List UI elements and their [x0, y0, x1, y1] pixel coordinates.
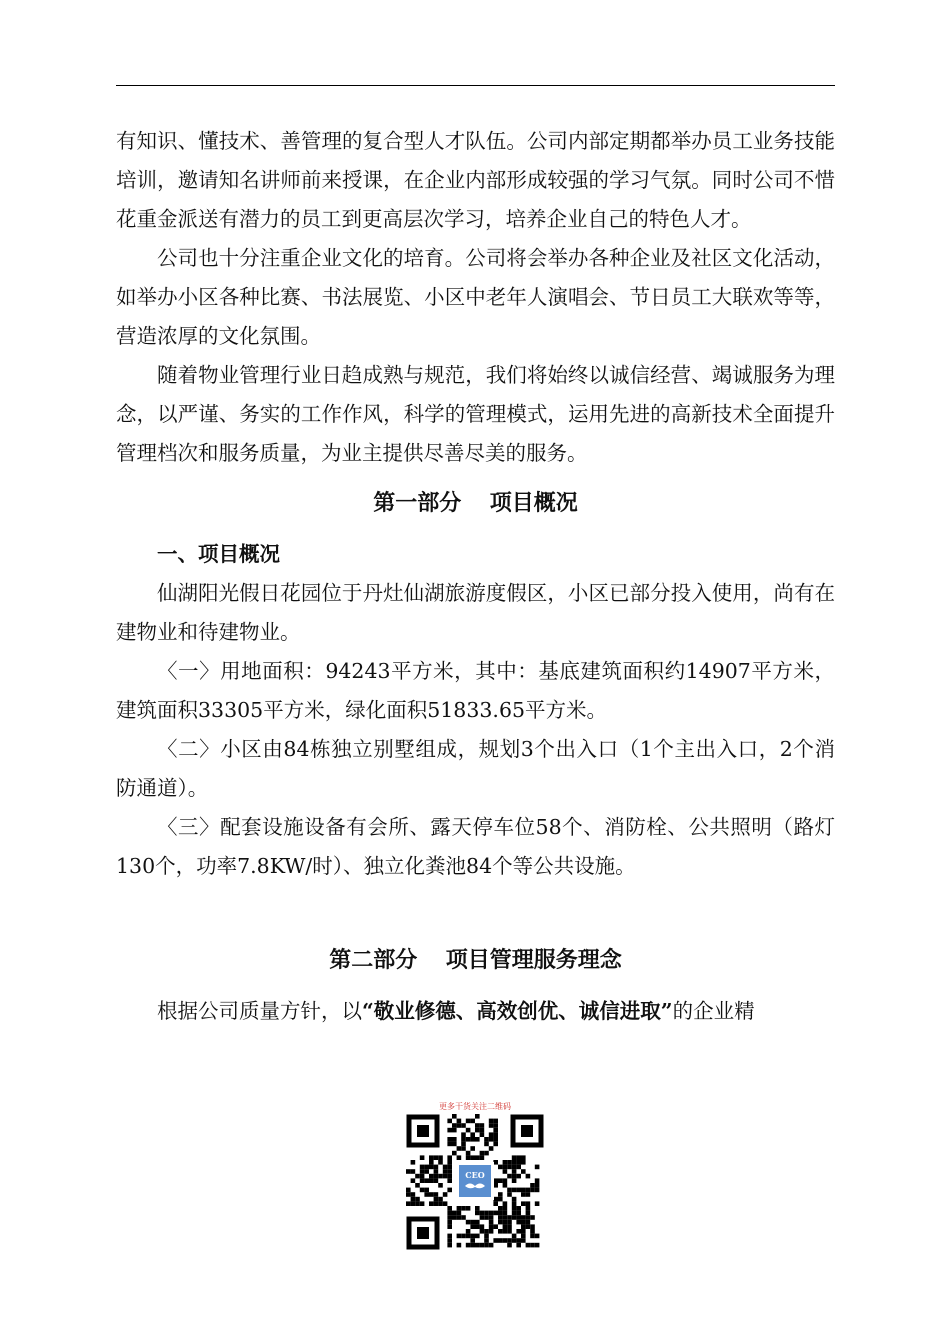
part2-lead: 根据公司质量方针，以: [157, 999, 362, 1023]
project-item-1: 〈一〉用地面积：94243平方米，其中：基底建筑面积约14907平方米，建筑面积33305平方米，绿化面积51833.65平方米。: [116, 659, 835, 722]
part2-heading: [116, 940, 835, 980]
part2-label: 第二部分: [329, 947, 418, 973]
part1-title: 项目概况: [489, 490, 578, 516]
paragraph-philosophy: 随着物业管理行业日趋成熟与规范，我们将始终以诚信经营、竭诚服务为理念，以严谨、务实的工作作风，科学的管理模式，运用先进的高新技术全面提升管理档次和服务质量，为业主提供尽善尽美的服务。: [116, 363, 835, 465]
qr-code-icon: [404, 1112, 546, 1252]
section-heading: 一、项目概况: [157, 542, 280, 566]
project-item-2: 〈二〉小区由84栋独立别墅组成，规划3个出入口（1个主出入口，2个消防通道）。: [116, 737, 835, 800]
part2-quote: “敬业修德、高效创优、诚信进取”: [362, 999, 673, 1023]
qr-logo-text: CEO: [465, 1170, 485, 1180]
project-item-3: 〈三〉配套设施设备有会所、露天停车位58个、消防栓、公共照明（路灯130个，功率7.8KW/时）、独立化粪池84个等公共设施。: [116, 815, 835, 878]
paragraph-talent: 有知识、懂技术、善管理的复合型人才队伍。公司内部定期都举办员工业务技能培训，邀请知名讲师前来授课，在企业内部形成较强的学习气氛。同时公司不惜花重金派送有潜力的员工到更高层次学习，培养企业自己的特色人才。: [116, 129, 835, 231]
document-body: [116, 122, 835, 1031]
part1-heading: [116, 483, 835, 523]
part1-label: 第一部分: [373, 490, 462, 516]
project-intro: 仙湖阳光假日花园位于丹灶仙湖旅游度假区，小区已部分投入使用，尚有在建物业和待建物业。: [116, 581, 835, 644]
header-rule: [116, 85, 835, 86]
part2-title: 项目管理服务理念: [445, 947, 622, 973]
part2-paragraph: [116, 992, 835, 1031]
qr-code-block: [402, 1102, 548, 1252]
paragraph-culture: 公司也十分注重企业文化的培育。公司将会举办各种企业及社区文化活动，如举办小区各种比赛、书法展览、小区中老年人演唱会、节日员工大联欢等等，营造浓厚的文化氛围。: [116, 246, 835, 348]
qr-caption: 更多干货关注二维码: [439, 1102, 511, 1111]
part2-tail: 的企业精: [672, 999, 755, 1023]
